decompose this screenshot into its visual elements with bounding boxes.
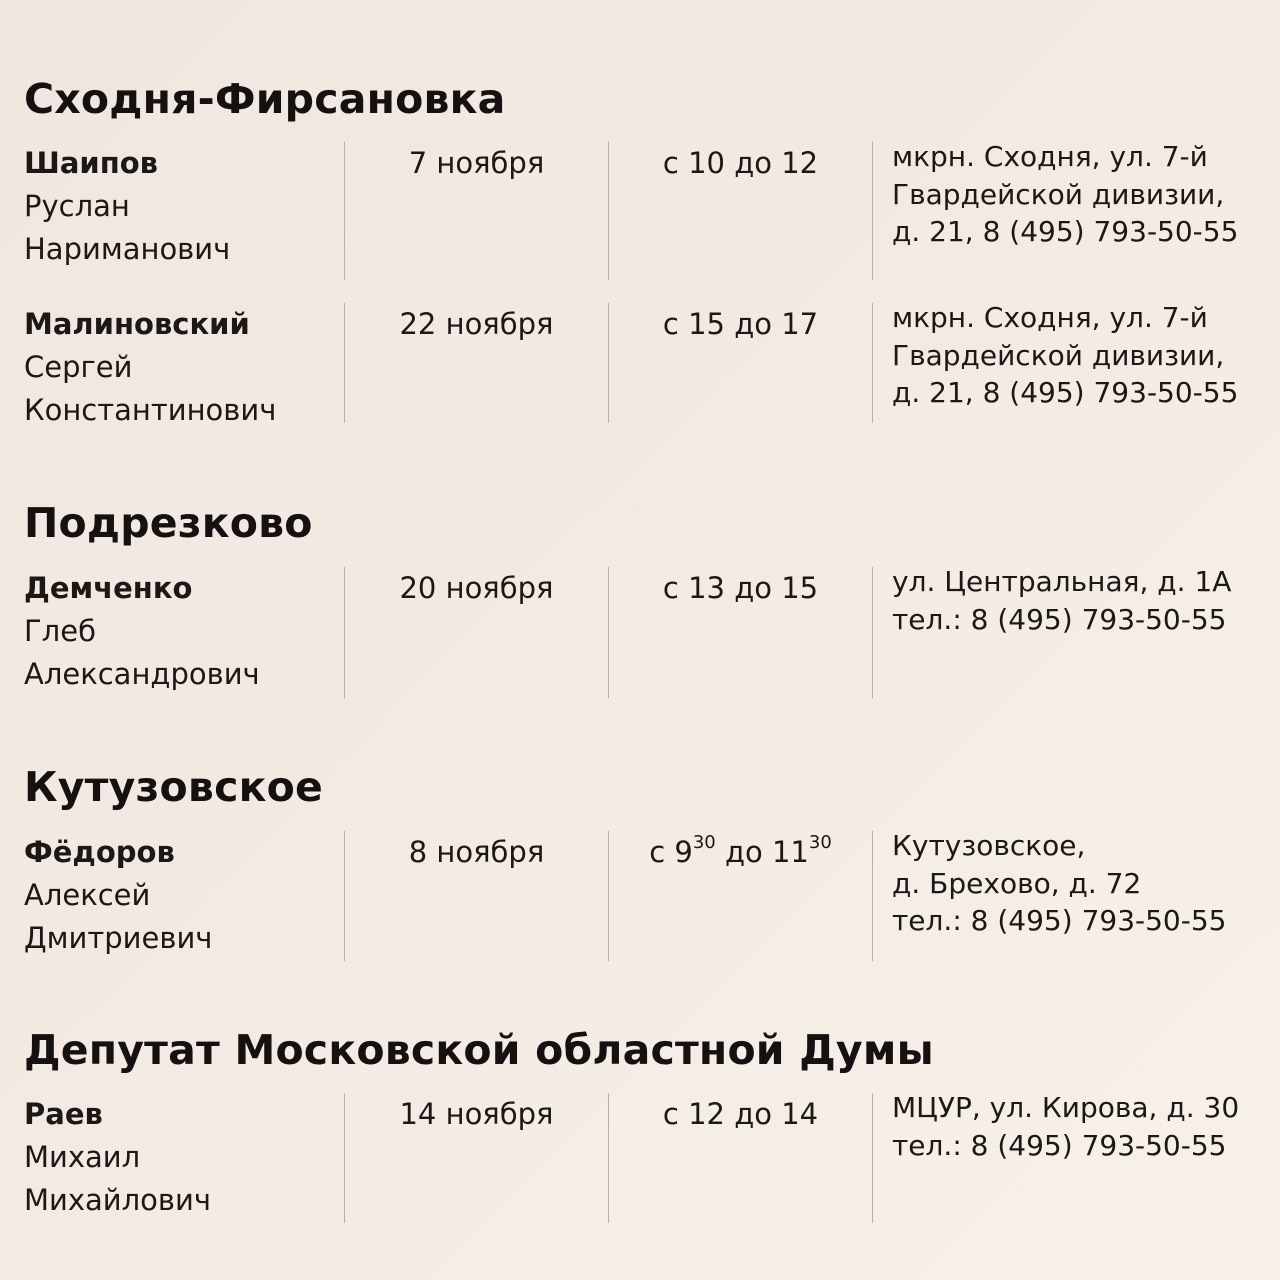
section-title-kutuzovskoe: Кутузовское — [24, 763, 323, 811]
address-line: д. 21, 8 (495) 793-50-55 — [892, 215, 1239, 248]
time-prefix: с — [649, 835, 666, 869]
deputy-patronymic: Нариманович — [24, 232, 231, 266]
deputy-name — [24, 142, 334, 271]
time-prefix: с — [662, 307, 679, 341]
reception-time — [609, 831, 872, 874]
deputy-first-name: Михаил — [24, 1140, 141, 1174]
address-line: Гвардейской дивизии, — [892, 177, 1225, 211]
reception-address — [892, 827, 1267, 940]
time-to: 17 — [781, 307, 819, 341]
reception-date: 22 ноября — [399, 307, 554, 341]
reception-time — [609, 1093, 872, 1136]
time-to: 12 — [781, 146, 819, 180]
time-to: 11 — [771, 835, 809, 869]
deputy-first-name: Сергей — [24, 350, 133, 384]
address-line: д. Брехово, д. 72 — [892, 866, 1142, 900]
column-divider — [872, 303, 873, 423]
time-from: 9 — [674, 835, 693, 869]
address-line: Гвардейской дивизии, — [892, 338, 1225, 372]
address-line: тел.: 8 (495) 793-50-55 — [892, 602, 1227, 636]
deputy-surname: Раев — [24, 1097, 103, 1131]
time-separator: до — [734, 571, 772, 605]
deputy-patronymic: Дмитриевич — [24, 921, 213, 955]
address-line: тел.: 8 (495) 793-50-55 — [892, 1128, 1227, 1162]
time-prefix: с — [662, 1097, 679, 1131]
deputy-surname: Малиновский — [24, 307, 250, 341]
time-separator: до — [734, 307, 772, 341]
time-from: 13 — [688, 571, 725, 605]
deputy-first-name: Руслан — [24, 189, 130, 223]
column-divider — [872, 1093, 873, 1223]
deputy-surname: Шаипов — [24, 146, 159, 180]
section-title-podrezkovo: Подрезково — [24, 499, 313, 547]
deputy-name — [24, 303, 334, 432]
address-line: д. 21, 8 (495) 793-50-55 — [892, 376, 1239, 409]
deputy-surname: Фёдоров — [24, 835, 175, 869]
reception-address — [892, 1089, 1267, 1164]
reception-date: 14 ноября — [399, 1097, 554, 1131]
column-divider — [872, 142, 873, 280]
time-from: 10 — [688, 146, 725, 180]
deputy-patronymic: Константинович — [24, 393, 277, 427]
time-to: 15 — [781, 571, 819, 605]
reception-address — [892, 563, 1267, 638]
reception-date: 7 ноября — [408, 146, 545, 180]
time-prefix: с — [662, 571, 679, 605]
address-line: ул. Центральная, д. 1А — [892, 565, 1232, 598]
time-prefix: с — [662, 146, 679, 180]
time-separator: до — [724, 835, 763, 869]
address-line: Кутузовское, — [892, 829, 1086, 862]
deputy-name — [24, 831, 334, 960]
section-title-regional-duma: Депутат Московской областной Думы — [24, 1026, 934, 1074]
address-line: МЦУР, ул. Кирова, д. 30 — [892, 1091, 1240, 1124]
reception-time — [609, 567, 872, 610]
address-line: мкрн. Сходня, ул. 7-й — [892, 301, 1208, 334]
deputy-surname: Демченко — [24, 571, 193, 605]
deputy-name — [24, 1093, 334, 1222]
deputy-patronymic: Михайлович — [24, 1183, 211, 1217]
reception-address — [892, 138, 1267, 251]
deputy-first-name: Алексей — [24, 878, 151, 912]
time-from-minutes: 30 — [692, 832, 716, 854]
column-divider — [872, 567, 873, 698]
reception-address — [892, 299, 1267, 412]
deputy-first-name: Глеб — [24, 614, 96, 648]
time-to: 14 — [781, 1097, 819, 1131]
reception-date: 8 ноября — [408, 835, 545, 869]
time-from: 12 — [688, 1097, 725, 1131]
deputy-patronymic: Александрович — [24, 657, 260, 691]
section-title-skhodnya: Сходня-Фирсановка — [24, 75, 506, 123]
reception-date: 20 ноября — [399, 571, 554, 605]
address-line: тел.: 8 (495) 793-50-55 — [892, 904, 1227, 937]
time-separator: до — [734, 146, 772, 180]
reception-time — [609, 142, 872, 185]
address-line: мкрн. Сходня, ул. 7-й — [892, 140, 1208, 173]
reception-time — [609, 303, 872, 346]
column-divider — [872, 831, 873, 961]
time-separator: до — [734, 1097, 772, 1131]
deputy-name — [24, 567, 334, 696]
time-from: 15 — [688, 307, 725, 341]
time-to-minutes: 30 — [808, 832, 832, 854]
